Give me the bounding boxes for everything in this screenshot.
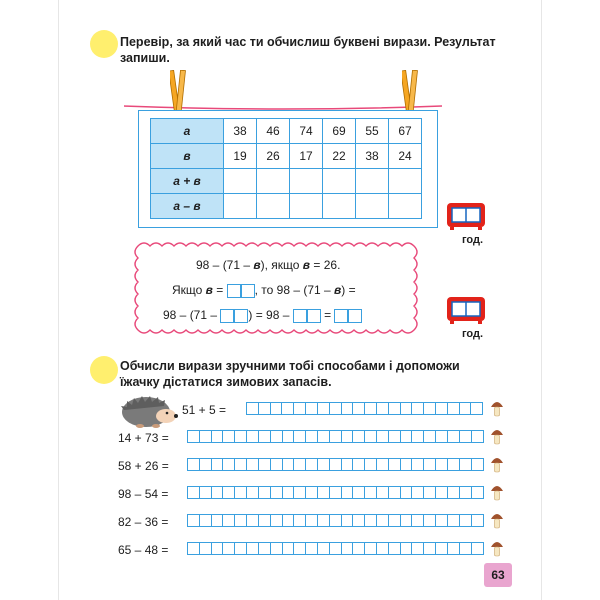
timer2-label: год.	[462, 328, 484, 340]
row-label: а – в	[151, 194, 224, 219]
row-label: а	[151, 119, 224, 144]
table-cell: 67	[389, 119, 422, 144]
table-cell: 17	[290, 144, 323, 169]
line2-eq: =	[212, 283, 227, 297]
answer-cell[interactable]	[471, 458, 484, 471]
calc-expression: 82 – 36 =	[118, 515, 169, 529]
calc-expression: 65 – 48 =	[118, 543, 169, 557]
table-row	[151, 144, 422, 169]
answer-cells[interactable]	[187, 514, 482, 528]
values-table	[150, 118, 422, 219]
var-b: в	[253, 258, 261, 272]
table-cell[interactable]	[224, 194, 257, 219]
table-cell[interactable]	[290, 169, 323, 194]
line2-mid: , то 98 – (71 –	[254, 283, 335, 297]
mushroom-icon	[490, 539, 504, 557]
table-cell: 38	[224, 119, 257, 144]
task2-text-line1: Обчисли вирази зручними тобі способами і допоможи	[120, 359, 460, 373]
table-row	[151, 194, 422, 219]
table-cell[interactable]	[356, 194, 389, 219]
var-b: в	[302, 258, 311, 272]
line3-mid: ) = 98 –	[248, 308, 293, 322]
answer-cells[interactable]	[187, 486, 482, 500]
table-cell: 24	[389, 144, 422, 169]
line1-expr: 98 – (71 –	[196, 258, 254, 272]
table-cell[interactable]	[257, 194, 290, 219]
calc-expression: 14 + 73 =	[118, 431, 169, 445]
task2-text	[120, 358, 500, 390]
table-cell[interactable]	[356, 169, 389, 194]
calc-expression: 51 + 5 =	[182, 403, 227, 417]
hedgehog-icon	[120, 388, 178, 430]
calc-expression: 58 + 26 =	[118, 459, 169, 473]
answer-cell[interactable]	[471, 542, 484, 555]
answer-cells[interactable]	[187, 430, 482, 444]
mushroom-icon	[490, 483, 504, 501]
table-cell: 46	[257, 119, 290, 144]
answer-boxes[interactable]	[227, 283, 255, 298]
page-number: 63	[484, 563, 512, 587]
task2-text-line2: їжачку дістатися зимових запасів.	[120, 375, 332, 389]
answer-cells[interactable]	[187, 458, 482, 472]
task1-text-line1: Перевір, за який час ти обчислиш буквені вирази. Результат	[120, 35, 496, 49]
table-cell: 74	[290, 119, 323, 144]
mushroom-icon	[490, 511, 504, 529]
line3-start: 98 – (71 –	[163, 308, 221, 322]
table-cell: 69	[323, 119, 356, 144]
mushroom-icon	[490, 427, 504, 445]
line1-end: = 26.	[310, 258, 341, 272]
task1-text	[120, 34, 510, 66]
cloud-line1	[196, 258, 340, 272]
mushroom-icon	[490, 399, 504, 417]
answer-cells[interactable]	[246, 402, 482, 416]
task2-bullet	[90, 356, 118, 384]
row-label: а + в	[151, 169, 224, 194]
table-cell[interactable]	[290, 194, 323, 219]
table-cell[interactable]	[257, 169, 290, 194]
table-cell[interactable]	[389, 169, 422, 194]
answer-cell[interactable]	[471, 486, 484, 499]
var-b: в	[334, 283, 342, 297]
answer-boxes[interactable]	[293, 308, 321, 323]
table-cell[interactable]	[389, 194, 422, 219]
line2-end: ) =	[341, 283, 356, 297]
table-cell: 19	[224, 144, 257, 169]
line2-start: Якщо	[172, 283, 206, 297]
answer-cell[interactable]	[471, 430, 484, 443]
answer-cells[interactable]	[187, 542, 482, 556]
line1-mid: ), якщо	[260, 258, 303, 272]
table-cell[interactable]	[323, 194, 356, 219]
timer1-label: год.	[462, 234, 484, 246]
table-cell: 38	[356, 144, 389, 169]
table-cell: 55	[356, 119, 389, 144]
mushroom-icon	[490, 455, 504, 473]
var-b: в	[205, 283, 213, 297]
answer-cell[interactable]	[470, 402, 483, 415]
table-cell[interactable]	[323, 169, 356, 194]
table-cell: 26	[257, 144, 290, 169]
table-cell[interactable]	[224, 169, 257, 194]
answer-boxes[interactable]	[334, 308, 362, 323]
table-cell: 22	[323, 144, 356, 169]
task1-bullet	[90, 30, 118, 58]
answer-boxes[interactable]	[220, 308, 248, 323]
table-row	[151, 169, 422, 194]
line3-eq: =	[320, 308, 335, 322]
timer-frame-icon	[446, 202, 486, 230]
cloud-line2	[172, 283, 356, 298]
answer-cell[interactable]	[471, 514, 484, 527]
cloud-line3	[163, 308, 362, 323]
table-row	[151, 119, 422, 144]
task1-text-line2: запиши.	[120, 51, 170, 65]
calc-expression: 98 – 54 =	[118, 487, 169, 501]
row-label: в	[151, 144, 224, 169]
timer-frame-icon	[446, 296, 486, 324]
